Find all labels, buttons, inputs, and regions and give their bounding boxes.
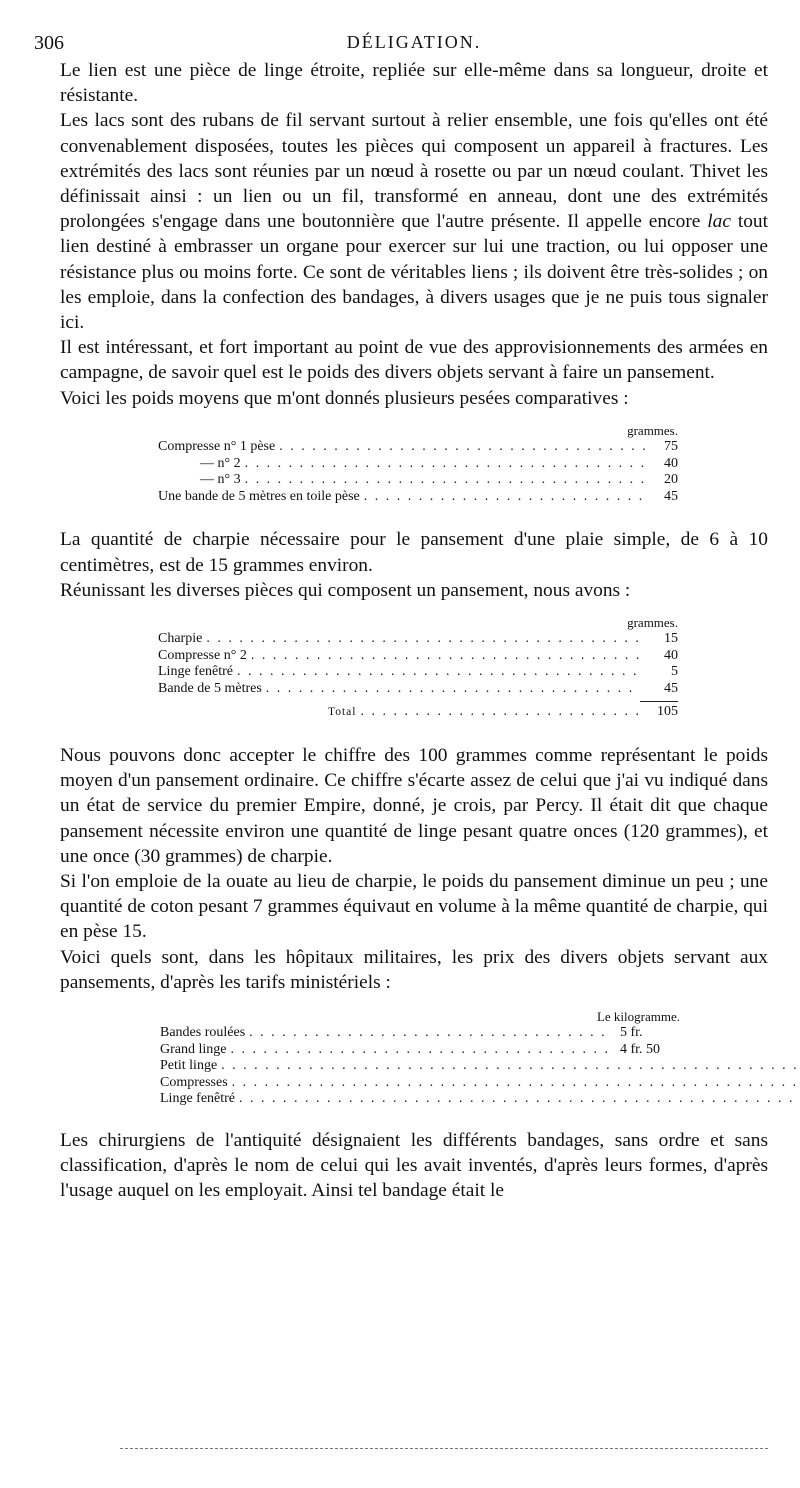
page <box>34 28 768 1204</box>
row-value: 5 fr. <box>620 1025 643 1041</box>
running-title: DÉLIGATION. <box>346 32 482 52</box>
paragraph-antiquite: Les chirurgiens de l'antiquité désignaient les différents bandages, sans ordre et sans classification, d'après le nom de celui qui les avait inventés, d'après leurs formes, d'après l'usage auquel on les employait. Ainsi tel bandage était le <box>60 1129 768 1202</box>
total-label: Total <box>328 706 357 719</box>
row-label: — n° 3 <box>200 472 241 488</box>
weights-unit-header: grammes. <box>627 422 678 438</box>
row-value: 45 <box>664 680 678 696</box>
dot-leader <box>239 1091 800 1108</box>
row-label: Linge fenêtré <box>160 1091 236 1107</box>
dot-leader <box>232 1075 800 1092</box>
prices-unit-header: Le kilogramme. <box>596 1008 680 1024</box>
paragraph-ouate: Si l'on emploie de la ouate au lieu de charpie, le poids du pansement diminue un peu ; une quantité de coton pesant 7 grammes équivaut en volume à la même quantité de charpie, qui en pèse 15. <box>60 870 768 943</box>
total-value: 105 <box>657 704 678 720</box>
bottom-rule <box>120 1448 768 1449</box>
paragraph-charpie: La quantité de charpie nécessaire pour le pansement d'une plaie simple, de 6 à 10 centimètres, est de 15 grammes environ. <box>60 529 768 576</box>
dot-leader <box>364 489 648 506</box>
prices-table <box>160 1009 680 1108</box>
row-value: 20 <box>664 472 678 488</box>
dot-leader <box>266 681 640 698</box>
dressing-unit-header: grammes. <box>627 614 678 630</box>
row-value: 40 <box>664 455 678 471</box>
row-label: Charpie <box>158 631 203 647</box>
row-label: Compresses <box>160 1074 228 1090</box>
row-label: Grand linge <box>160 1041 227 1057</box>
row-label: Une bande de 5 mètres en toile pèse <box>158 488 360 504</box>
dot-leader <box>230 1042 610 1059</box>
table-row <box>160 1058 800 1075</box>
page-number: 306 <box>34 32 64 54</box>
table-row <box>160 1025 680 1042</box>
dot-leader <box>245 472 648 489</box>
paragraph-poids-moyens: Voici les poids moyens que m'ont donnés plusieurs pesées comparatives : <box>60 387 629 409</box>
row-value: 45 <box>664 488 678 504</box>
dot-leader <box>245 456 648 473</box>
weights-table <box>158 423 678 506</box>
paragraph-reunissant: Réunissant les diverses pièces qui composent un pansement, nous avons : <box>60 579 631 601</box>
paragraph-poids-intro: Il est intéressant, et fort important au point de vue des approvisionnements des armées en campagne, de savoir quel est le poids des divers objets servant à faire un pansement. <box>60 337 768 384</box>
table-row <box>158 648 678 665</box>
table-row <box>158 489 678 506</box>
dot-leader <box>249 1025 610 1042</box>
grouped-rows-list <box>160 1058 800 1108</box>
dot-leader <box>251 648 640 665</box>
table-row <box>158 472 678 489</box>
grouped-rows <box>160 1058 680 1108</box>
italic-lac: lac <box>707 211 731 233</box>
table-row <box>158 664 678 681</box>
paragraph-cent-grammes: Nous pouvons donc accepter le chiffre des 100 grammes comme représentant le poids moyen d'un pansement ordinaire. Ce chiffre s'écarte assez de celui que j'ai vu indiqué dans un état de service du premier Empire, donné, je crois, par Percy. Il était dit que chaque pansement nécessite environ une quantité de linge pesant quatre onces (120 grammes), et une once (30 grammes) de charpie. <box>60 744 768 867</box>
row-label: Compresse n° 1 pèse <box>158 439 276 455</box>
table-row <box>160 1075 800 1092</box>
row-value: 5 <box>671 664 678 680</box>
paragraph-lacs-text-a: Les lacs sont des rubans de fil servant surtout à relier ensemble, une fois qu'elles ont été convenablement disposées, toutes les pièces qui composent un appareil à fractures. Les extrémités des lacs sont réunies par un nœud à rosette ou par un nœud coulant. Thivet les définissait ainsi : un lien ou un fil, transformé en anneau, dont une des extrémités prolongées s'engage dans une boutonnière que l'autre présente. Il appelle encore <box>60 110 768 233</box>
row-label: Linge fenêtré <box>158 664 234 680</box>
paragraph-lacs-text-b: tout lien destiné à embrasser un organe pour exercer sur lui une traction, ou lui opposer une résistance plus ou moins forte. Ce sont de véritables liens ; ils doivent être très-solides ; on les emploie, dans la confection des bandages, à divers usages que je ne puis tous signaler ici. <box>60 211 768 334</box>
row-label: Petit linge <box>160 1058 218 1074</box>
table-row <box>158 681 678 698</box>
table-row <box>158 631 678 648</box>
paragraph-lacs <box>60 108 768 335</box>
dot-leader <box>279 439 648 456</box>
paragraph-prix: Voici quels sont, dans les hôpitaux militaires, les prix des divers objets servant aux pansements, d'après les tarifs ministériels : <box>60 946 768 993</box>
page-header <box>34 28 768 58</box>
dot-leader <box>221 1058 800 1075</box>
row-value: 75 <box>664 439 678 455</box>
row-value: 15 <box>664 631 678 647</box>
table-row <box>160 1091 800 1108</box>
table-row <box>160 1042 680 1059</box>
row-label: — n° 2 <box>200 455 241 471</box>
row-label: Bande de 5 mètres <box>158 680 262 696</box>
dot-leader <box>237 664 640 681</box>
table-row <box>158 439 678 456</box>
row-value: 4 fr. 50 <box>620 1041 661 1057</box>
row-label: Bandes roulées <box>160 1025 246 1041</box>
row-label: Compresse n° 2 <box>158 647 247 663</box>
table-row <box>158 456 678 473</box>
dressing-table <box>158 615 678 721</box>
dot-leader <box>360 704 640 721</box>
total-row <box>158 704 678 721</box>
sum-rule <box>640 701 678 702</box>
row-value: 40 <box>664 647 678 663</box>
dot-leader <box>206 631 640 648</box>
paragraph-lien: Le lien est une pièce de linge étroite, repliée sur elle-même dans sa longueur, droite et résistante. <box>60 60 768 107</box>
